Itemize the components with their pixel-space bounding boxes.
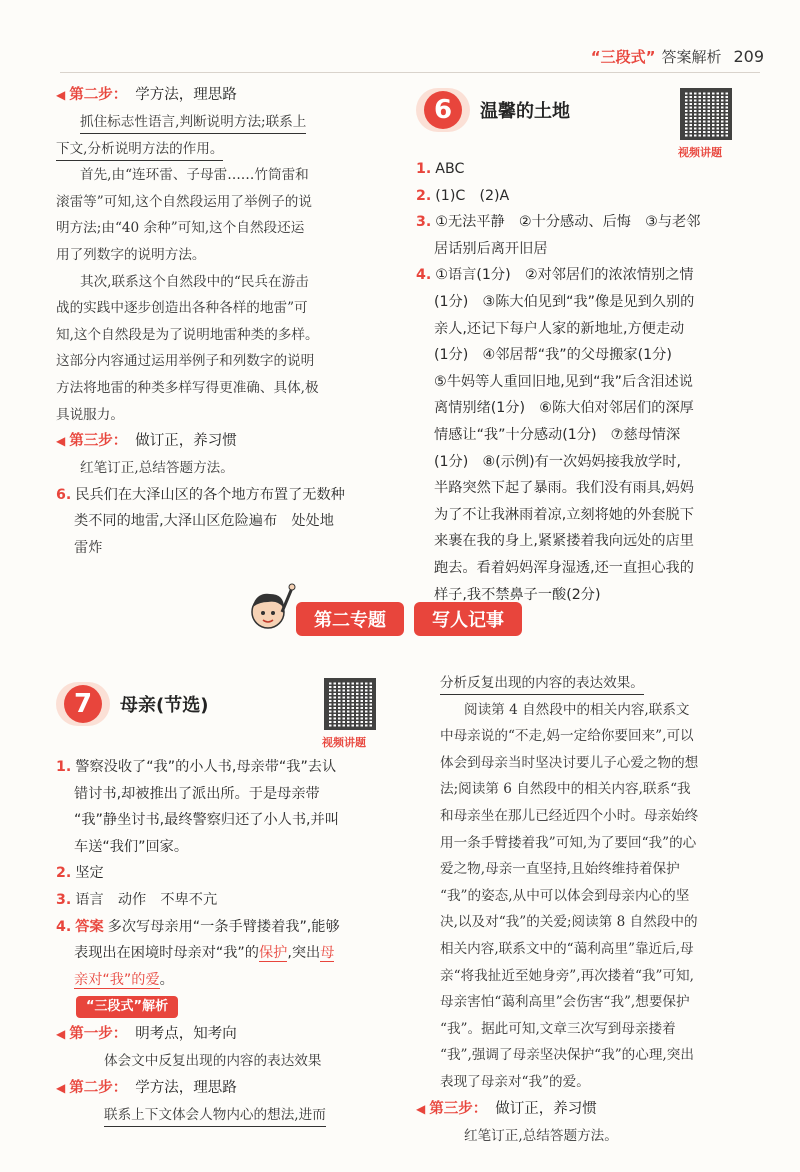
answer-text: ⑤牛妈等人重回旧地,见到“我”后含泪述说 <box>434 373 693 390</box>
answer-q2 <box>56 860 390 887</box>
handwritten-line: 明方法;由“40 余种”可知,这个自然段还运 <box>56 220 305 237</box>
step1-heading <box>56 1021 390 1048</box>
answer-text: 车送“我们”回家。 <box>74 838 189 855</box>
step-arrow-icon: ◀ <box>416 1101 426 1116</box>
handwritten-line: 决,以及对“我”的关爱;阅读第 8 自然段中的 <box>440 914 698 931</box>
answer-text: 情感让“我”十分感动(1分) ⑦慈母情深 <box>434 426 681 443</box>
answer-text: 跑去。看着妈妈浑身湿透,还一直担心我的 <box>434 559 694 576</box>
answer-text: 表现出在困境时母亲对“我”的 <box>74 945 259 962</box>
answer-text: 雷炸 <box>74 539 103 556</box>
step-arrow-icon: ◀ <box>56 434 66 449</box>
handwritten-line: 战的实践中逐步创造出各种各样的地雷”可 <box>56 300 308 317</box>
step-text: 学方法，理思路 <box>135 87 237 103</box>
question-number: 4. <box>56 918 72 935</box>
keyword-highlight: 保护 <box>258 945 288 962</box>
handwritten-line: 阅读第 4 自然段中的相关内容,联系文 <box>464 701 690 718</box>
handwritten-line: 相关内容,联系文中的“蔼利高里”靠近后,母 <box>440 940 694 957</box>
section-number: 6 <box>424 91 462 129</box>
answer-q4 <box>56 914 390 941</box>
answer-text: 半路突然下起了暴雨。我们没有雨具,妈妈 <box>434 480 694 497</box>
step-arrow-icon: ◀ <box>56 88 66 102</box>
qr-label: 视频讲题 <box>678 146 722 159</box>
question-number: 6. <box>56 486 72 503</box>
analysis-badge-row <box>56 993 390 1021</box>
handwritten-line: “我”的姿态,从中可以体会到母亲内心的坚 <box>440 887 690 904</box>
qr-label: 视频讲题 <box>322 736 366 749</box>
answer-q6 <box>56 482 390 509</box>
answer-text: ①无法平静 ②十分感动、后悔 ③与老邻 <box>435 214 701 231</box>
step-arrow-icon: ◀ <box>56 1080 66 1095</box>
handwritten-line: “我”。据此可知,文章三次写到母亲搂着 <box>440 1020 676 1037</box>
question-number: 3. <box>416 214 432 231</box>
answer-text: ABC <box>435 161 465 177</box>
handwritten-line: 红笔订正,总结答题方法。 <box>80 460 234 477</box>
answer-tag: 答案 <box>75 918 104 935</box>
answer-text: 错讨书,却被推出了派出所。于是母亲带 <box>74 785 320 802</box>
banner-topic-title: 写人记事 <box>414 602 522 636</box>
answer-text: 来裹在我的身上,紧紧搂着我向远处的店里 <box>434 533 694 550</box>
handwritten-line: 爱之物,母亲一直坚持,且始终维持着保护 <box>440 861 680 878</box>
section-number-badge <box>56 682 110 726</box>
handwritten-line: “我”,强调了母亲坚决保护“我”的心理,突出 <box>440 1047 694 1064</box>
step-name: 第三步： <box>429 1100 488 1117</box>
handwritten-line: 联系上下文体会人物内心的想法,进而 <box>56 1102 390 1129</box>
question-number: 4. <box>416 267 432 284</box>
step-text: 学方法，理思路 <box>135 1079 237 1096</box>
step-text: 明考点，知考向 <box>135 1026 237 1043</box>
step-text: 做订正，养习惯 <box>135 433 237 450</box>
handwritten-line: 表现了母亲对“我”的爱。 <box>440 1073 590 1090</box>
question-number: 1. <box>416 161 432 177</box>
step3-heading <box>56 428 390 455</box>
answer-text: 样子,我不禁鼻子一酸(2分) <box>434 586 601 603</box>
answer-text: 民兵们在大泽山区的各个地方布置了无数种 <box>75 486 345 503</box>
page-header <box>591 46 764 67</box>
answer-text: 警察没收了“我”的小人书,母亲带“我”去认 <box>75 759 337 775</box>
step3-heading <box>416 1096 752 1123</box>
handwritten-line: 法;阅读第 6 自然段中的相关内容,联系“我 <box>440 781 691 798</box>
answer-text: 语言 动作 不卑不亢 <box>75 891 218 908</box>
answer-text: 类不同的地雷,大泽山区危险遍布 处处地 <box>74 513 334 530</box>
handwritten-line: 中母亲说的“不走,妈一定给你要回来”,可以 <box>440 728 694 745</box>
answer-text: ,突出 <box>287 945 321 962</box>
handwritten-line: 亲“将我扯近至她身旁”,再次搂着“我”可知, <box>440 967 694 984</box>
answer-text: 。 <box>159 971 174 988</box>
section-6-header <box>416 82 746 159</box>
answer-text: (1)C (2)A <box>435 187 510 204</box>
handwritten-line: 母亲害怕“蔼利高里”会伤害“我”,想要保护 <box>440 994 690 1011</box>
answer-text: ①语言(1分) ②对邻居们的浓浓情别之情 <box>435 267 694 284</box>
answer-text: 多次写母亲用“一条手臂搂着我”,能够 <box>107 918 340 935</box>
handwritten-line: 知,这个自然段是为了说明地雷种类的多样。 <box>56 326 319 343</box>
handwritten-line: 这部分内容通过运用举例子和列数字的说明 <box>56 353 315 370</box>
handwritten-line: 体会到母亲当时坚决讨要儿子心爱之物的想 <box>440 754 699 771</box>
answer-text: 离情别绪(1分) ⑥陈大伯对邻居们的深厚 <box>434 400 694 417</box>
keyword-highlight: 亲对“我”的爱 <box>74 971 160 988</box>
left-column <box>56 82 390 562</box>
right-column-bottom <box>416 670 752 1149</box>
handwritten-line: 下文,分析说明方法的作用。 <box>56 136 390 163</box>
topic-banner <box>240 602 522 636</box>
answer-text: 为了不让我淋雨着凉,立刻将她的外套脱下 <box>434 506 694 523</box>
handwritten-line: 滚雷等”可知,这个自然段运用了举例子的说 <box>56 193 312 210</box>
step2-heading <box>56 82 390 109</box>
answer-text: 居话别后离开旧居 <box>434 240 548 257</box>
section-title: 母亲(节选) <box>120 695 209 716</box>
step-arrow-icon: ◀ <box>56 1027 66 1042</box>
answer-text: (1分) ⑧(示例)有一次妈妈接我放学时, <box>434 453 682 470</box>
step-name: 第二步： <box>69 87 128 103</box>
header-brand: “三段式” <box>590 48 656 66</box>
header-divider <box>60 72 760 73</box>
step-name: 第一步： <box>69 1026 128 1043</box>
answer-text: (1分) ④邻居帮“我”的父母搬家(1分) <box>434 347 672 364</box>
right-column <box>416 82 746 608</box>
handwritten-line: 红笔订正,总结答题方法。 <box>464 1127 618 1144</box>
step-name: 第二步： <box>69 1079 128 1096</box>
handwritten-line: 首先,由“连环雷、子母雷……竹筒雷和 <box>80 167 309 184</box>
analysis-badge: “三段式”解析 <box>76 996 178 1018</box>
question-number: 2. <box>416 187 432 204</box>
question-number: 3. <box>56 891 72 908</box>
handwritten-line: 方法将地雷的种类多样写得更准确、具体,极 <box>56 379 319 396</box>
qr-code-icon[interactable] <box>324 678 376 730</box>
answer-q3 <box>416 209 746 236</box>
handwritten-line: 和母亲坐在那儿已经近四个小时。母亲始终 <box>440 807 699 824</box>
handwritten-line: 具说服力。 <box>56 406 124 423</box>
question-number: 1. <box>56 759 72 775</box>
step-text: 做订正，养习惯 <box>495 1100 597 1117</box>
answer-text: (1分) ③陈大伯见到“我”像是见到久别的 <box>434 293 695 310</box>
answer-q3 <box>56 887 390 914</box>
answer-q4 <box>416 262 746 289</box>
question-number: 2. <box>56 865 72 882</box>
qr-code-icon[interactable] <box>680 88 732 140</box>
handwritten-line: 用一条手臂搂着我”可知,为了要回“我”的心 <box>440 834 697 851</box>
section-7-header <box>56 676 390 749</box>
banner-topic-number: 第二专题 <box>296 602 404 636</box>
answer-text-line <box>56 967 390 994</box>
handwritten-line: 其次,联系这个自然段中的“民兵在游击 <box>80 273 309 290</box>
answer-text: “我”静坐讨书,最终警察归还了小人书,并叫 <box>74 812 339 829</box>
keyword-highlight: 母 <box>320 945 335 962</box>
section-title: 温馨的土地 <box>480 101 570 122</box>
answer-q1 <box>56 754 390 781</box>
section-number-badge <box>416 88 470 132</box>
handwritten-line: 体会文中反复出现的内容的表达效果 <box>104 1053 322 1070</box>
answer-text: 亲人,还记下每户人家的新地址,方便走动 <box>434 320 685 337</box>
page-number: 209 <box>733 47 764 66</box>
step2-heading <box>56 1075 390 1102</box>
handwritten-line: 抓住标志性语言,判断说明方法;联系上 <box>56 109 390 136</box>
step-name: 第三步： <box>69 433 128 450</box>
answer-text-line <box>56 940 390 967</box>
header-title: 答案解析 <box>661 48 722 66</box>
answer-q2 <box>416 183 746 210</box>
handwritten-line: 分析反复出现的内容的表达效果。 <box>416 670 752 697</box>
handwritten-line: 用了列数字的说明方法。 <box>56 246 206 263</box>
left-column-bottom <box>56 676 390 1129</box>
section-number: 7 <box>64 685 102 723</box>
answer-text: 坚定 <box>75 865 104 882</box>
